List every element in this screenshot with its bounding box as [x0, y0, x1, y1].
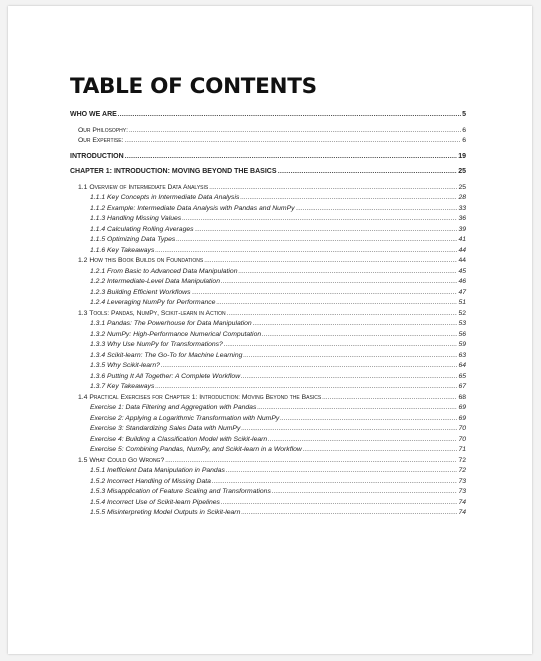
toc-entry-label: WHO WE ARE — [70, 111, 117, 118]
dot-leader — [192, 288, 458, 299]
dot-leader — [224, 340, 458, 351]
toc-entry-label: INTRODUCTION — [70, 152, 124, 160]
toc-entry-page-number: 46 — [458, 278, 466, 285]
toc-entry-label: 1.2.2 Intermediate-Level Data Manipulation — [90, 278, 220, 285]
toc-entry-label: 1.2 How this Book Builds on Foundations — [78, 257, 204, 264]
toc-entry-page-number: 69 — [458, 404, 466, 411]
toc-entry-label: 1.3.1 Pandas: The Powerhouse for Data Manipulation — [90, 320, 252, 327]
toc-entry[interactable] — [70, 487, 466, 498]
dot-leader — [216, 298, 457, 309]
toc-entry[interactable] — [70, 414, 466, 425]
dot-leader — [280, 414, 457, 425]
dot-leader — [226, 466, 458, 477]
toc-entry[interactable] — [70, 435, 466, 446]
dot-leader — [262, 330, 457, 341]
toc-entry-label: 1.3.7 Key Takeaways — [90, 383, 155, 390]
toc-entry[interactable] — [70, 277, 466, 288]
toc-entry-page-number: 6 — [462, 137, 466, 144]
toc-entry-page-number: 74 — [458, 498, 466, 506]
dot-leader — [155, 246, 457, 257]
dot-leader — [161, 361, 458, 372]
dot-leader — [221, 277, 457, 288]
page-title: TABLE OF CONTENTS — [70, 74, 317, 99]
toc-entry-label: Exercise 3: Standardizing Sales Data with NumPy — [90, 425, 241, 432]
toc-entry-page-number: 70 — [458, 425, 466, 432]
toc-entry[interactable] — [70, 393, 466, 404]
dot-leader — [241, 508, 457, 519]
dot-leader — [221, 498, 457, 509]
dot-leader — [243, 351, 457, 362]
toc-entry[interactable] — [70, 498, 466, 509]
toc-entry[interactable] — [70, 445, 466, 456]
toc-entry[interactable] — [70, 267, 466, 278]
toc-entry[interactable] — [70, 382, 466, 393]
toc-entry[interactable] — [70, 403, 466, 414]
toc-entry-label: Exercise 1: Data Filtering and Aggregation with Pandas — [90, 404, 257, 411]
toc-entry-label: 1.1.2 Example: Intermediate Data Analysis with Pandas and NumPy — [90, 204, 295, 212]
dot-leader — [303, 445, 458, 456]
dot-leader — [209, 183, 457, 194]
dot-leader — [176, 235, 457, 246]
toc-entry-page-number: 63 — [458, 351, 466, 359]
toc-entry-page-number: 73 — [458, 488, 466, 495]
toc-entry-label: 1.1.1 Key Concepts in Intermediate Data Analysis — [90, 194, 240, 201]
toc-entry[interactable] — [70, 110, 466, 121]
toc-entry[interactable] — [70, 152, 466, 163]
document-page — [8, 6, 532, 654]
dot-leader — [195, 225, 458, 236]
toc-entry-page-number: 70 — [458, 435, 466, 443]
toc-entry-label: 1.5.2 Incorrect Handling of Missing Data — [90, 477, 211, 485]
toc-entry-page-number: 59 — [458, 341, 466, 348]
toc-entry[interactable] — [70, 225, 466, 236]
toc-entry-label: 1.3.6 Putting It All Together: A Complete Workflow — [90, 372, 241, 380]
toc-entry-page-number: 69 — [458, 414, 466, 422]
toc-entry-label: 1.4 Practical Exercises for Chapter 1: Introduction: Moving Beyond the Basics — [78, 393, 322, 401]
toc-entry[interactable] — [70, 372, 466, 383]
toc-entry[interactable] — [70, 214, 466, 225]
toc-entry-page-number: 44 — [458, 257, 466, 264]
toc-entry[interactable] — [70, 330, 466, 341]
toc-entry-page-number: 53 — [458, 320, 466, 327]
toc-entry-label: 1.1.6 Key Takeaways — [90, 246, 155, 254]
toc-entry-label: Our Expertise: — [78, 137, 124, 144]
toc-entry[interactable] — [70, 167, 466, 178]
toc-entry[interactable] — [70, 204, 466, 215]
toc-entry-page-number: 73 — [458, 477, 466, 485]
toc-entry[interactable] — [70, 508, 466, 519]
toc-entry-page-number: 68 — [458, 393, 466, 401]
toc-entry[interactable] — [70, 319, 466, 330]
toc-entry[interactable] — [70, 466, 466, 477]
toc-entry-label: 1.3 Tools: Pandas, NumPy, Scikit-learn in Action — [78, 309, 226, 317]
dot-leader — [212, 477, 458, 488]
toc-entry[interactable] — [70, 126, 466, 137]
dot-leader — [241, 424, 457, 435]
toc-entry[interactable] — [70, 477, 466, 488]
dot-leader — [124, 136, 461, 147]
toc-entry-page-number: 45 — [458, 267, 466, 275]
toc-entry[interactable] — [70, 361, 466, 372]
toc-entry-label: 1.3.4 Scikit-learn: The Go-To for Machine Learning — [90, 351, 243, 359]
dot-leader — [125, 152, 458, 163]
toc-entry[interactable] — [70, 183, 466, 194]
dot-leader — [238, 267, 457, 278]
dot-leader — [204, 256, 457, 267]
toc-entry-page-number: 5 — [462, 111, 466, 118]
dot-leader — [272, 487, 458, 498]
dot-leader — [257, 403, 457, 414]
toc-entry-page-number: 39 — [458, 225, 466, 233]
toc-entry[interactable] — [70, 246, 466, 257]
toc-entry-page-number: 71 — [458, 446, 466, 453]
toc-entry-label: 1.5.5 Misinterpreting Model Outputs in Scikit-learn — [90, 509, 241, 516]
dot-leader — [278, 167, 458, 178]
toc-entry-label: 1.2.3 Building Efficient Workflows — [90, 288, 191, 296]
dot-leader — [240, 193, 457, 204]
toc-entry-page-number: 51 — [458, 299, 466, 306]
toc-entry[interactable] — [70, 256, 466, 267]
toc-entry-label: 1.2.1 From Basic to Advanced Data Manipulation — [90, 267, 238, 275]
toc-entry-label: 1.3.5 Why Scikit-learn? — [90, 362, 160, 369]
toc-entry-label: Exercise 4: Building a Classification Model with Scikit-learn — [90, 435, 268, 443]
toc-entry[interactable] — [70, 136, 466, 147]
toc-entry-label: 1.1.3 Handling Missing Values — [90, 215, 182, 222]
toc-entry-page-number: 74 — [458, 509, 466, 516]
toc-entry-page-number: 25 — [458, 168, 466, 175]
toc-entry-label: 1.5.4 Incorrect Use of Scikit-learn Pipelines — [90, 498, 220, 506]
toc-entry[interactable] — [70, 298, 466, 309]
toc-entry-page-number: 33 — [458, 204, 466, 212]
toc-entry-page-number: 36 — [458, 215, 466, 222]
toc-entry[interactable] — [70, 288, 466, 299]
dot-leader — [296, 204, 458, 215]
toc-entry-page-number: 65 — [458, 372, 466, 380]
dot-leader — [268, 435, 457, 446]
toc-entry-page-number: 47 — [458, 288, 466, 296]
toc-entry-label: 1.3.3 Why Use NumPy for Transformations? — [90, 341, 223, 348]
toc-entry-page-number: 6 — [462, 126, 466, 134]
toc-entry-page-number: 64 — [458, 362, 466, 369]
toc-entry[interactable] — [70, 309, 466, 320]
toc-entry-label: CHAPTER 1: INTRODUCTION: MOVING BEYOND THE BASICS — [70, 168, 277, 175]
toc-entry-label: 1.1.4 Calculating Rolling Averages — [90, 225, 194, 233]
toc-entry-label: Exercise 2: Applying a Logarithmic Transformation with NumPy — [90, 414, 280, 422]
toc-entry[interactable] — [70, 456, 466, 467]
toc-entry-page-number: 44 — [458, 246, 466, 254]
toc-entry-page-number: 52 — [458, 309, 466, 317]
toc-entry-page-number: 72 — [458, 456, 466, 464]
toc-entry-page-number: 25 — [458, 183, 466, 191]
toc-entry-page-number: 41 — [458, 236, 466, 243]
toc-entry-label: 1.5.3 Misapplication of Feature Scaling and Transformations — [90, 488, 271, 495]
dot-leader — [227, 309, 458, 320]
toc-entry-page-number: 28 — [458, 194, 466, 201]
toc-entry-page-number: 67 — [458, 383, 466, 390]
toc-entry[interactable] — [70, 424, 466, 435]
toc-entry-label: 1.1.5 Optimizing Data Types — [90, 236, 176, 243]
toc-entry[interactable] — [70, 340, 466, 351]
toc-entry[interactable] — [70, 351, 466, 362]
dot-leader — [155, 382, 457, 393]
dot-leader — [129, 126, 461, 137]
dot-leader — [165, 456, 457, 467]
dot-leader — [118, 110, 461, 121]
dot-leader — [241, 372, 457, 383]
toc-entry-label: Exercise 5: Combining Pandas, NumPy, and Scikit-learn in a Workflow — [90, 446, 302, 453]
toc-entry[interactable] — [70, 235, 466, 246]
toc-entry-label: Our Philosophy: — [78, 126, 128, 134]
toc-entry-page-number: 19 — [458, 152, 466, 160]
dot-leader — [182, 214, 457, 225]
toc-entry[interactable] — [70, 193, 466, 204]
toc-entry-label: 1.1 Overview of Intermediate Data Analysis — [78, 183, 209, 191]
table-of-contents — [70, 110, 466, 519]
dot-leader — [253, 319, 458, 330]
toc-entry-label: 1.5 What Could Go Wrong? — [78, 456, 165, 464]
toc-entry-page-number: 56 — [458, 330, 466, 338]
dot-leader — [322, 393, 457, 404]
toc-entry-label: 1.2.4 Leveraging NumPy for Performance — [90, 299, 216, 306]
toc-entry-label: 1.5.1 Inefficient Data Manipulation in Pandas — [90, 467, 225, 474]
toc-entry-page-number: 72 — [458, 467, 466, 474]
toc-entry-label: 1.3.2 NumPy: High-Performance Numerical Computation — [90, 330, 262, 338]
